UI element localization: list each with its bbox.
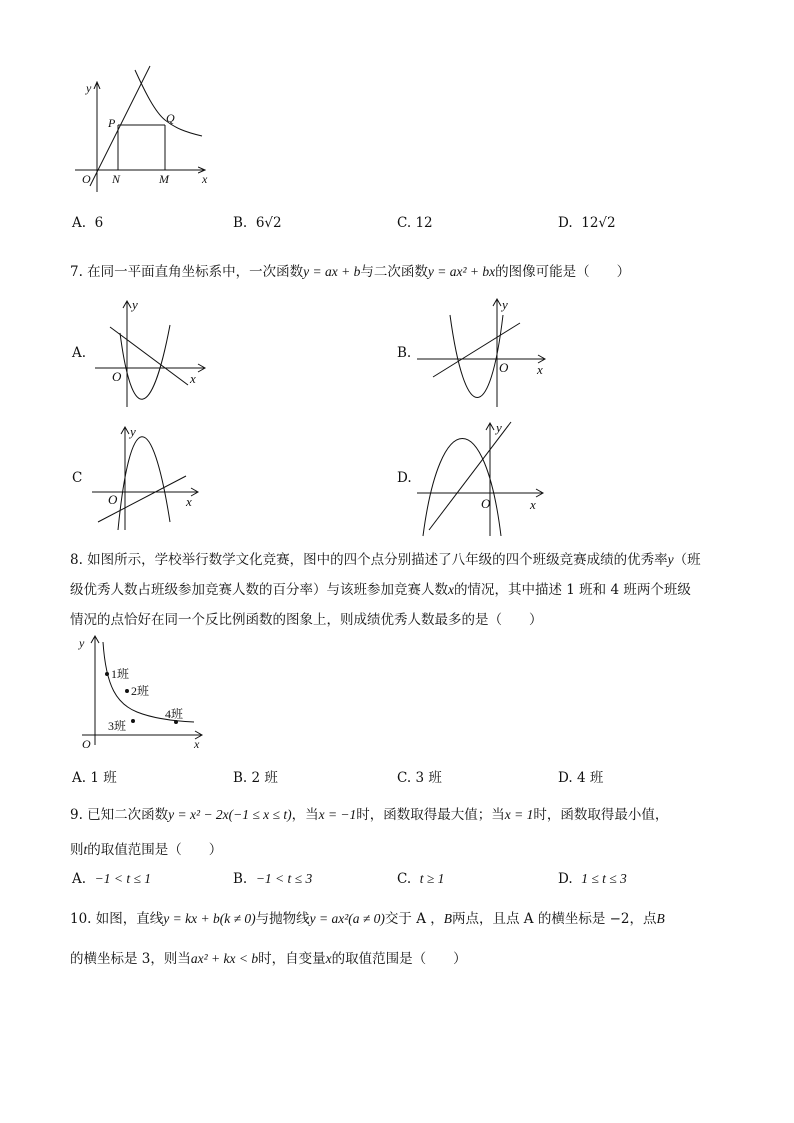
q10-stem-line2: 的横坐标是 3，则当ax² + kx < b时，自变量x的取值范围是（ ） <box>70 951 467 967</box>
q9-option-d[interactable]: D. 1 ≤ t ≤ 3 <box>558 871 627 887</box>
q6-option-b[interactable]: B. 6√2 <box>233 215 282 231</box>
svg-text:4班: 4班 <box>165 707 184 721</box>
q10-stem-line1: 10. 如图，直线y = kx + b(k ≠ 0)与抛物线y = ax²(a ≠ 0)交于 A ，B两点，且点 A 的横坐标是 −2，点B <box>70 911 665 927</box>
q8-option-d[interactable]: D. 4 班 <box>558 770 604 786</box>
q9-option-b[interactable]: B. −1 < t ≤ 3 <box>233 871 313 887</box>
q7-label-c[interactable]: C <box>72 470 83 486</box>
q7-expr-quadratic: y = ax² + bx <box>427 264 496 279</box>
svg-text:O: O <box>112 369 122 384</box>
q7-graph-b <box>415 295 550 410</box>
point-class2 <box>125 689 129 693</box>
label-p: P <box>108 116 116 130</box>
q8-option-b[interactable]: B. 2 班 <box>233 770 278 786</box>
label-m: M <box>159 172 169 186</box>
q7-expr-linear: y = ax + b <box>303 264 361 279</box>
q7-stem: 7. 在同一平面直角坐标系中，一次函数y = ax + b与二次函数y = ax² + bx的图像可能是（ ） <box>70 264 631 280</box>
svg-text:x: x <box>530 497 536 512</box>
point-class1 <box>105 672 109 676</box>
svg-text:O: O <box>108 492 118 507</box>
svg-text:y: y <box>132 297 138 312</box>
q9-option-c[interactable]: C. t ≥ 1 <box>397 871 445 887</box>
q8-stem-line2: 级优秀人数占班级参加竞赛人数的百分率）与该班参加竞赛人数x的情况，其中描述 1 班和 4 班两个班级 <box>70 582 691 598</box>
q7-graph-d <box>415 418 550 540</box>
q7-graph-c <box>90 422 210 534</box>
q8-option-c[interactable]: C. 3 班 <box>397 770 442 786</box>
q6-option-d[interactable]: D. 12√2 <box>558 215 616 231</box>
svg-text:3班: 3班 <box>108 719 127 733</box>
label-x: x <box>202 172 208 186</box>
q6-option-c[interactable]: C. 12 <box>397 215 433 231</box>
svg-text:y: y <box>496 420 502 435</box>
q6-figure <box>70 62 220 194</box>
svg-text:x: x <box>190 371 196 386</box>
q7-label-a[interactable]: A. <box>72 345 87 361</box>
svg-text:x: x <box>194 737 200 751</box>
q8-stem-line3: 情况的点恰好在同一个反比例函数的图象上，则成绩优秀人数最多的是（ ） <box>70 612 543 628</box>
label-o: O <box>82 172 91 186</box>
svg-text:y: y <box>130 424 136 439</box>
q9-stem-line2: 则t的取值范围是（ ） <box>70 842 223 858</box>
q7-label-b[interactable]: B. <box>397 345 412 361</box>
q6-option-a[interactable]: A. 6 <box>72 215 104 231</box>
svg-text:O: O <box>481 496 491 511</box>
svg-text:2班: 2班 <box>131 684 150 698</box>
svg-text:O: O <box>499 360 509 375</box>
parabola <box>450 315 503 398</box>
q9-stem-line1: 9. 已知二次函数y = x² − 2x(−1 ≤ x ≤ t)，当x = −1时，函数取得最大值；当x = 1时，函数取得最小值， <box>70 807 669 823</box>
svg-text:y: y <box>502 297 508 312</box>
line <box>110 327 188 385</box>
svg-text:y: y <box>79 636 85 650</box>
q8-stem-line1: 8. 如图所示，学校举行数学文化竞赛，图中的四个点分别描述了八年级的四个班级竞赛成绩的优秀率y（班 <box>70 552 701 568</box>
svg-text:x: x <box>186 494 192 509</box>
line <box>429 422 511 530</box>
q8-chart <box>72 632 207 752</box>
label-y: y <box>86 81 92 95</box>
svg-text:x: x <box>537 362 543 377</box>
line-op <box>90 66 150 186</box>
q8-option-a[interactable]: A. 1 班 <box>72 770 117 786</box>
svg-text:1班: 1班 <box>111 667 130 681</box>
svg-text:O: O <box>82 737 91 751</box>
point-class3 <box>131 719 135 723</box>
q7-graph-a <box>90 295 210 410</box>
parabola <box>118 437 170 530</box>
q9-option-a[interactable]: A. −1 < t ≤ 1 <box>72 871 152 887</box>
q7-label-d[interactable]: D. <box>397 470 412 486</box>
label-n: N <box>112 172 121 186</box>
hyperbola-curve <box>135 70 202 136</box>
label-q: Q <box>166 111 175 125</box>
